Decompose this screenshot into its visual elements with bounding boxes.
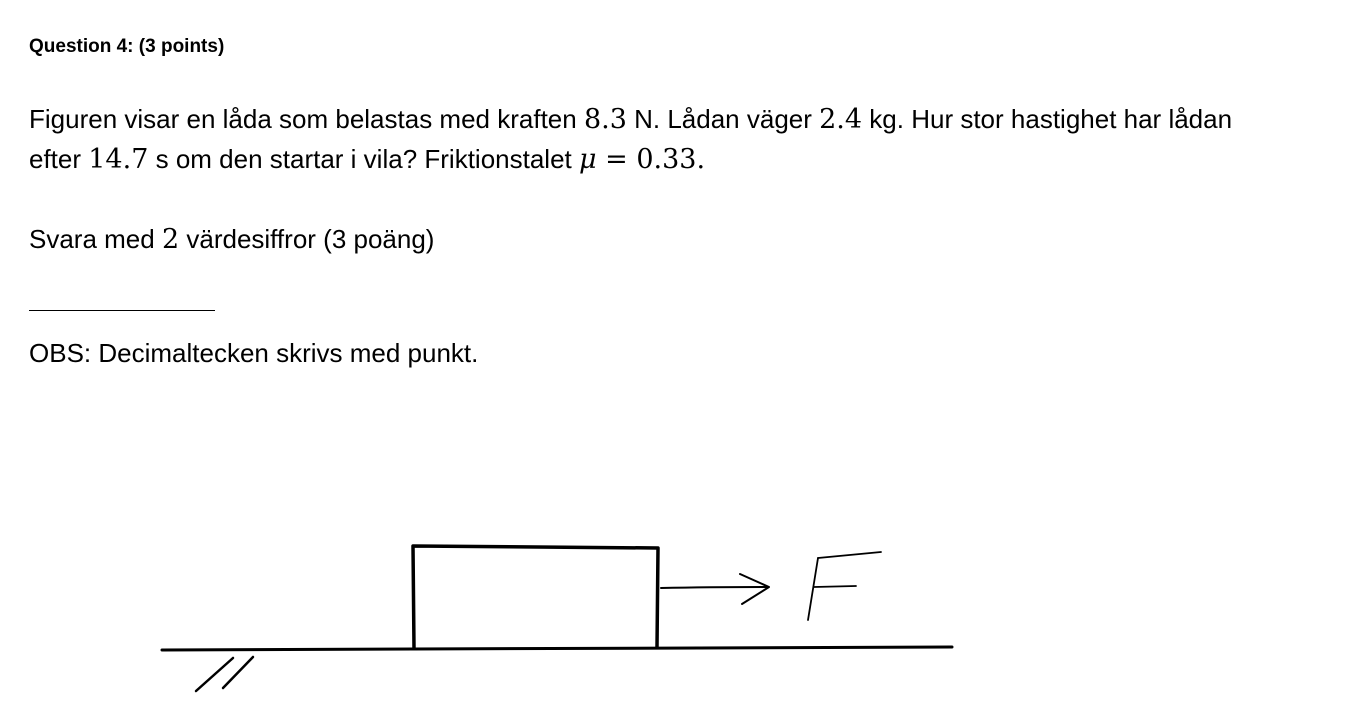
floor-line xyxy=(162,647,952,650)
answer-blank-line xyxy=(29,310,215,311)
question-text-line-1 xyxy=(29,99,1232,140)
force-letter-stem xyxy=(808,558,818,620)
box-outline xyxy=(413,546,658,648)
force-arrow-shaft xyxy=(661,587,767,588)
instruction-text: värdesiffror (3 poäng) xyxy=(179,224,435,254)
question-heading: Question 4: (3 points) xyxy=(29,36,225,57)
question-text: s om den startar i vila? Friktionstalet xyxy=(148,144,579,174)
question-text: kg. Hur stor hastighet har lådan xyxy=(862,104,1233,134)
equals-sign: = xyxy=(596,144,637,175)
instruction-text: Svara med xyxy=(29,224,162,254)
force-letter-top xyxy=(818,552,881,558)
floor-hatch-mark xyxy=(196,658,233,691)
box-force-figure xyxy=(150,530,970,700)
time-value: 14.7 xyxy=(88,144,149,175)
mu-symbol: μ xyxy=(578,144,597,175)
force-value: 8.3 xyxy=(583,104,627,135)
question-text: N. Lådan väger xyxy=(626,104,820,134)
mu-value: 0.33 xyxy=(636,144,697,175)
force-arrow-head xyxy=(740,574,769,604)
sig-figs-value: 2 xyxy=(161,224,180,255)
question-text: efter xyxy=(29,144,89,174)
obs-note: OBS: Decimaltecken skrivs med punkt. xyxy=(29,338,479,368)
answer-instruction xyxy=(29,219,434,260)
question-text: Figuren visar en låda som belastas med kraften xyxy=(29,104,584,134)
force-letter-middle xyxy=(814,586,856,587)
question-text: . xyxy=(696,144,706,175)
question-text-line-2 xyxy=(29,139,705,180)
mass-value: 2.4 xyxy=(819,104,863,135)
